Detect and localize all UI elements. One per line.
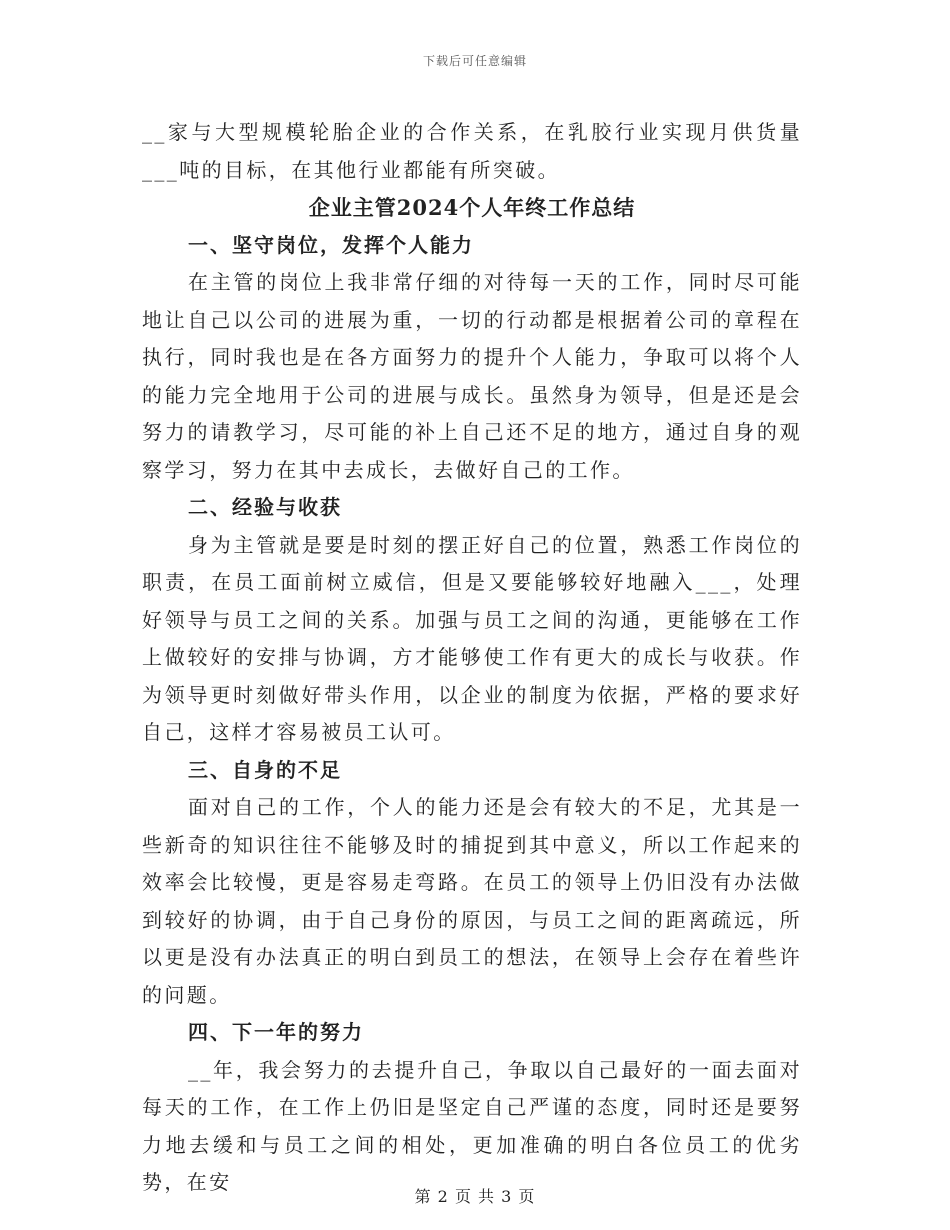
section-2-body: 身为主管就是要是时刻的摆正好自己的位置，熟悉工作岗位的职责，在员工面前树立威信，但是又要能够较好地融入___，处理好领导与员工之间的关系。加强与员工之间的沟通，更能够在工作上做较好的安排与协调，方才能够使工作有更大的成长与收获。作为领导更时刻做好带头作用，以企业的制度为依据，严格的要求好自己，这样才容易被员工认可。 bbox=[142, 532, 802, 744]
section-3-body: 面对自己的工作，个人的能力还是会有较大的不足，尤其是一些新奇的知识往往不能够及时的捕捉到其中意义，所以工作起来的效率会比较慢，更是容易走弯路。在员工的领导上仍旧没有办法做到较好的协调，由于自己身份的原因，与员工之间的距离疏远，所以更是没有办法真正的明白到员工的想法，在领导上会存在着些许的问题。 bbox=[142, 795, 802, 1007]
document-title: 企业主管2024个人年终工作总结 bbox=[308, 195, 636, 220]
page-header-note: 下载后可任意编辑 bbox=[422, 54, 527, 68]
document-body bbox=[142, 114, 802, 1202]
section-3-heading: 三、自身的不足 bbox=[188, 757, 342, 782]
section-4-heading: 四、下一年的努力 bbox=[188, 1020, 364, 1044]
section-4-body: __年，我会努力的去提升自己，争取以自己最好的一面去面对每天的工作，在工作上仍旧是坚定自己严谨的态度，同时还是要努力地去缓和与员工之间的相处，更加准确的明白各位员工的优劣势，在安 bbox=[142, 1057, 802, 1194]
intro-paragraph: __家与大型规模轮胎企业的合作关系，在乳胶行业实现月供货量___吨的目标，在其他行业都能有所突破。 bbox=[142, 120, 802, 182]
section-2-heading: 二、经验与收获 bbox=[188, 495, 342, 519]
section-1-body: 在主管的岗位上我非常仔细的对待每一天的工作，同时尽可能地让自己以公司的进展为重，一切的行动都是根据着公司的章程在执行，同时我也是在各方面努力的提升个人能力，争取可以将个人的能力完全地用于公司的进展与成长。虽然身为领导，但是还是会努力的请教学习，尽可能的补上自己还不足的地方，通过自身的观察学习，努力在其中去成长，去做好自己的工作。 bbox=[142, 270, 802, 482]
page-number: 第 2 页 共 3 页 bbox=[414, 1187, 536, 1206]
section-1-heading: 一、坚守岗位，发挥个人能力 bbox=[188, 232, 474, 257]
